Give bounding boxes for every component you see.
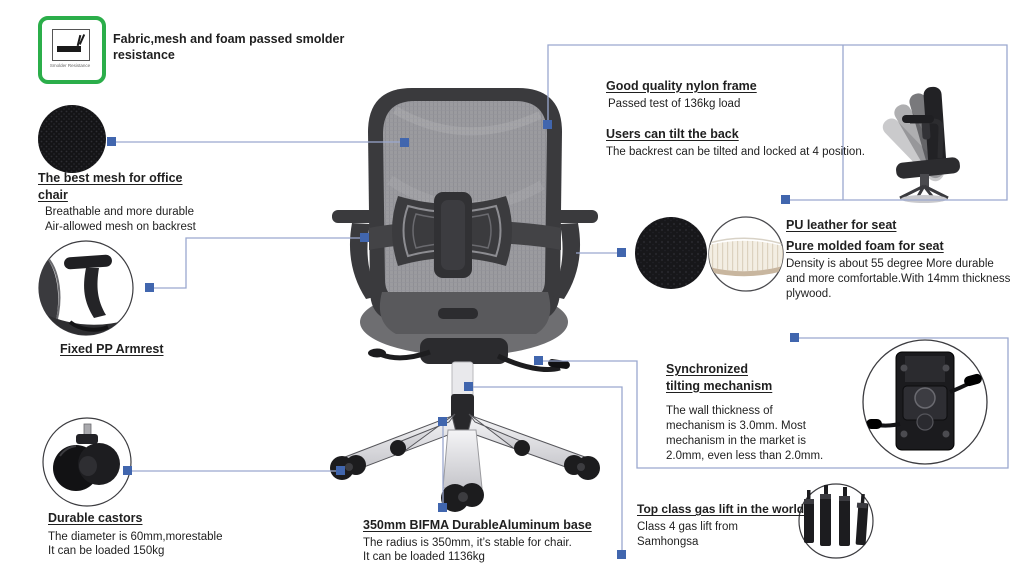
sync-body2: mechanism is 3.0mm. Most — [666, 419, 806, 432]
pu-leather-photo — [635, 217, 707, 289]
nylon-frame-callout — [606, 78, 757, 111]
tilt-mechanism-photo — [863, 340, 987, 464]
sync-body3: mechanism in the market is — [666, 434, 806, 447]
castors-callout — [48, 510, 222, 559]
tilt-back-callout — [606, 126, 865, 159]
mesh-sample-photo — [38, 105, 106, 173]
castors-callout-title: Durable castors — [48, 511, 143, 525]
nylon-frame-body: Passed test of 136kg load — [608, 97, 741, 110]
aluminum-base-callout — [363, 517, 592, 565]
gas-lift-body1: Class 4 gas lift from — [637, 520, 738, 533]
aluminum-base-body1: The radius is 350mm, it’s stable for chair. — [363, 536, 572, 549]
smolder-resistance-badge — [38, 16, 106, 84]
mesh-callout-body2: Air-allowed mesh on backrest — [45, 220, 196, 233]
seat-material-body3: plywood. — [786, 287, 832, 300]
tilt-back-title: Users can tilt the back — [606, 127, 739, 141]
mesh-callout-body1: Breathable and more durable — [45, 206, 194, 218]
castors-callout-body2: It can be loaded 150kg — [48, 545, 165, 558]
sync-title-line1: Synchronized — [666, 362, 748, 376]
foam-section-photo — [709, 217, 783, 291]
sync-body1: The wall thickness of — [666, 405, 773, 417]
castor-photo — [43, 418, 131, 506]
tilt-positions-photo — [879, 86, 960, 203]
aluminum-base-title: 350mm BIFMA DurableAluminum base — [363, 518, 592, 532]
sync-title-line2: tilting mechanism — [666, 378, 773, 393]
gas-lift-title: Top class gas lift in the world — [637, 502, 805, 516]
gas-lift-callout — [637, 502, 804, 550]
molded-foam-title: Pure molded foam for seat — [786, 238, 944, 253]
armrest-photo — [30, 241, 134, 336]
nylon-frame-title: Good quality nylon frame — [606, 79, 757, 93]
cigarette-icon — [52, 29, 90, 61]
seat-material-body1: Density is about 55 degree More durable — [786, 258, 994, 270]
smolder-badge-caption: Smolder Resistance — [49, 63, 91, 68]
mesh-callout-title: The best mesh for office chair — [38, 171, 183, 202]
castors-callout-body1: The diameter is 60mm,morestable — [48, 530, 223, 543]
seat-material-body2: and more comfortable.With 14mm thickness — [786, 272, 1011, 285]
sync-mechanism-callout — [666, 361, 823, 464]
armrest-callout-title: Fixed PP Armrest — [60, 342, 164, 356]
aluminum-base-body2: It can be loaded 1136kg — [363, 551, 485, 564]
seat-material-callout — [786, 217, 1010, 302]
sync-body4: 2.0mm, even less than 2.0mm. — [666, 449, 824, 462]
gas-lift-body2: Samhongsa — [637, 535, 699, 548]
chair-back-photo — [330, 88, 600, 512]
gas-lift-photo — [799, 484, 873, 558]
tilt-back-body: The backrest can be tilted and locked at 4 position. — [606, 145, 865, 158]
smolder-note: Fabric,mesh and foam passed smolder resistance — [113, 32, 345, 63]
mesh-callout — [38, 170, 198, 235]
pu-leather-title: PU leather for seat — [786, 218, 897, 232]
